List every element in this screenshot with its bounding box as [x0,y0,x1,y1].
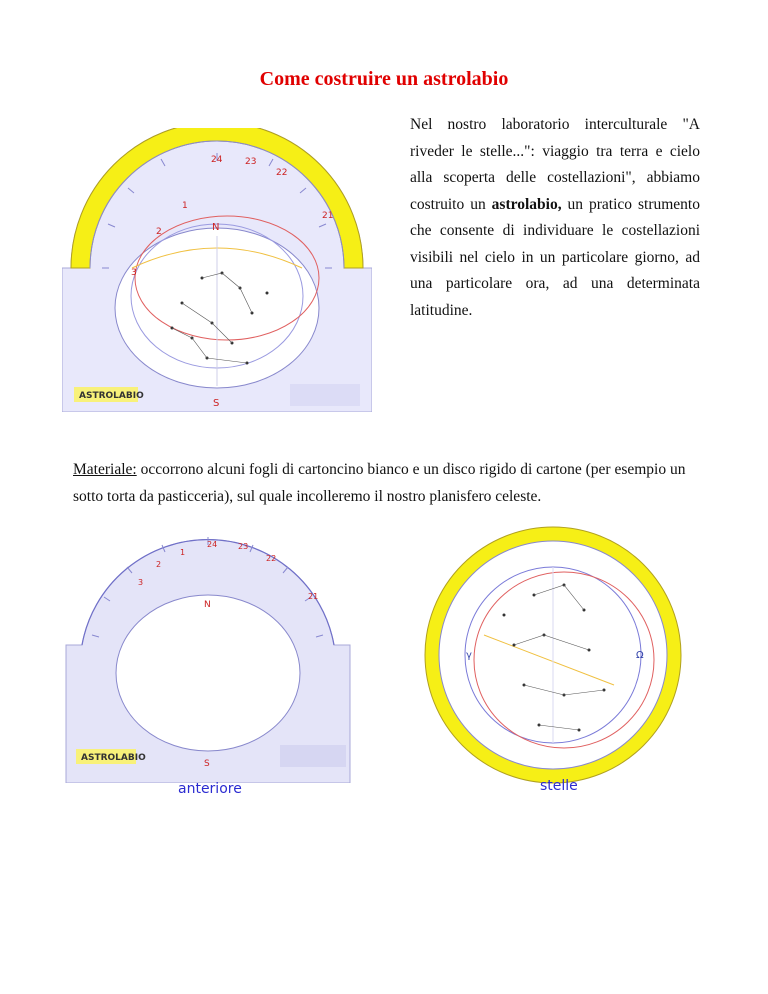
dial-hour-label: 1 [180,548,186,557]
dial-hour-label: 23 [245,157,257,167]
north-label: N [204,600,211,610]
dial-hour-label: 21 [308,592,319,601]
star-disc-figure [414,525,692,785]
materials-text: occorrono alcuni fogli di cartoncino bianco e un disco rigido di cartone (per esempio un sotto torta da pasticceria), sul quale incolleremo il nostro planisfero celeste. [73,461,686,505]
intro-bold-term: astrolabio, [491,195,562,213]
intro-paragraph [410,112,700,324]
dial-hour-label: 2 [156,227,162,237]
dial-hour-label: 22 [266,554,277,563]
dial-hour-label: 3 [131,268,137,278]
materials-label: Materiale: [73,461,137,478]
page-title: Come costruire un astrolabio [259,68,509,90]
astrolabe-front-figure [52,525,362,783]
dial-hour-label: 3 [138,578,144,587]
dial-hour-label: 24 [207,540,218,549]
dial-hour-label: 24 [211,155,223,165]
south-label: S [204,759,210,769]
north-label: N [212,222,220,233]
dial-hour-label: 22 [276,168,288,178]
intro-text-end: un pratico strumento che consente di individuare le costellazioni visibili nel cielo in un particolare giorno, ad una particolare ora, ad una determinata latitudine. [410,195,700,319]
dial-hour-label: 23 [238,542,249,551]
front-caption: anteriore [178,781,242,797]
svg-text:Ω: Ω [636,650,644,661]
dial-hour-label: 1 [182,201,188,211]
svg-text:γ: γ [466,650,472,661]
dial-hour-label: 2 [156,560,162,569]
astrolabe-color-figure [62,128,372,412]
stars-caption: stelle [540,778,578,794]
astrolabe-badge: ASTROLABIO [79,391,144,401]
intro-text-start: Nel nostro laboratorio interculturale "A riveder le stelle...": viaggio tra terra e cielo alla scoperta delle costellazioni", abbiamo costruito un [410,116,700,213]
south-label: S [213,398,220,409]
materials-paragraph [73,456,698,510]
dial-hour-label: 21 [322,211,334,221]
astrolabe-badge: ASTROLABIO [81,753,146,763]
